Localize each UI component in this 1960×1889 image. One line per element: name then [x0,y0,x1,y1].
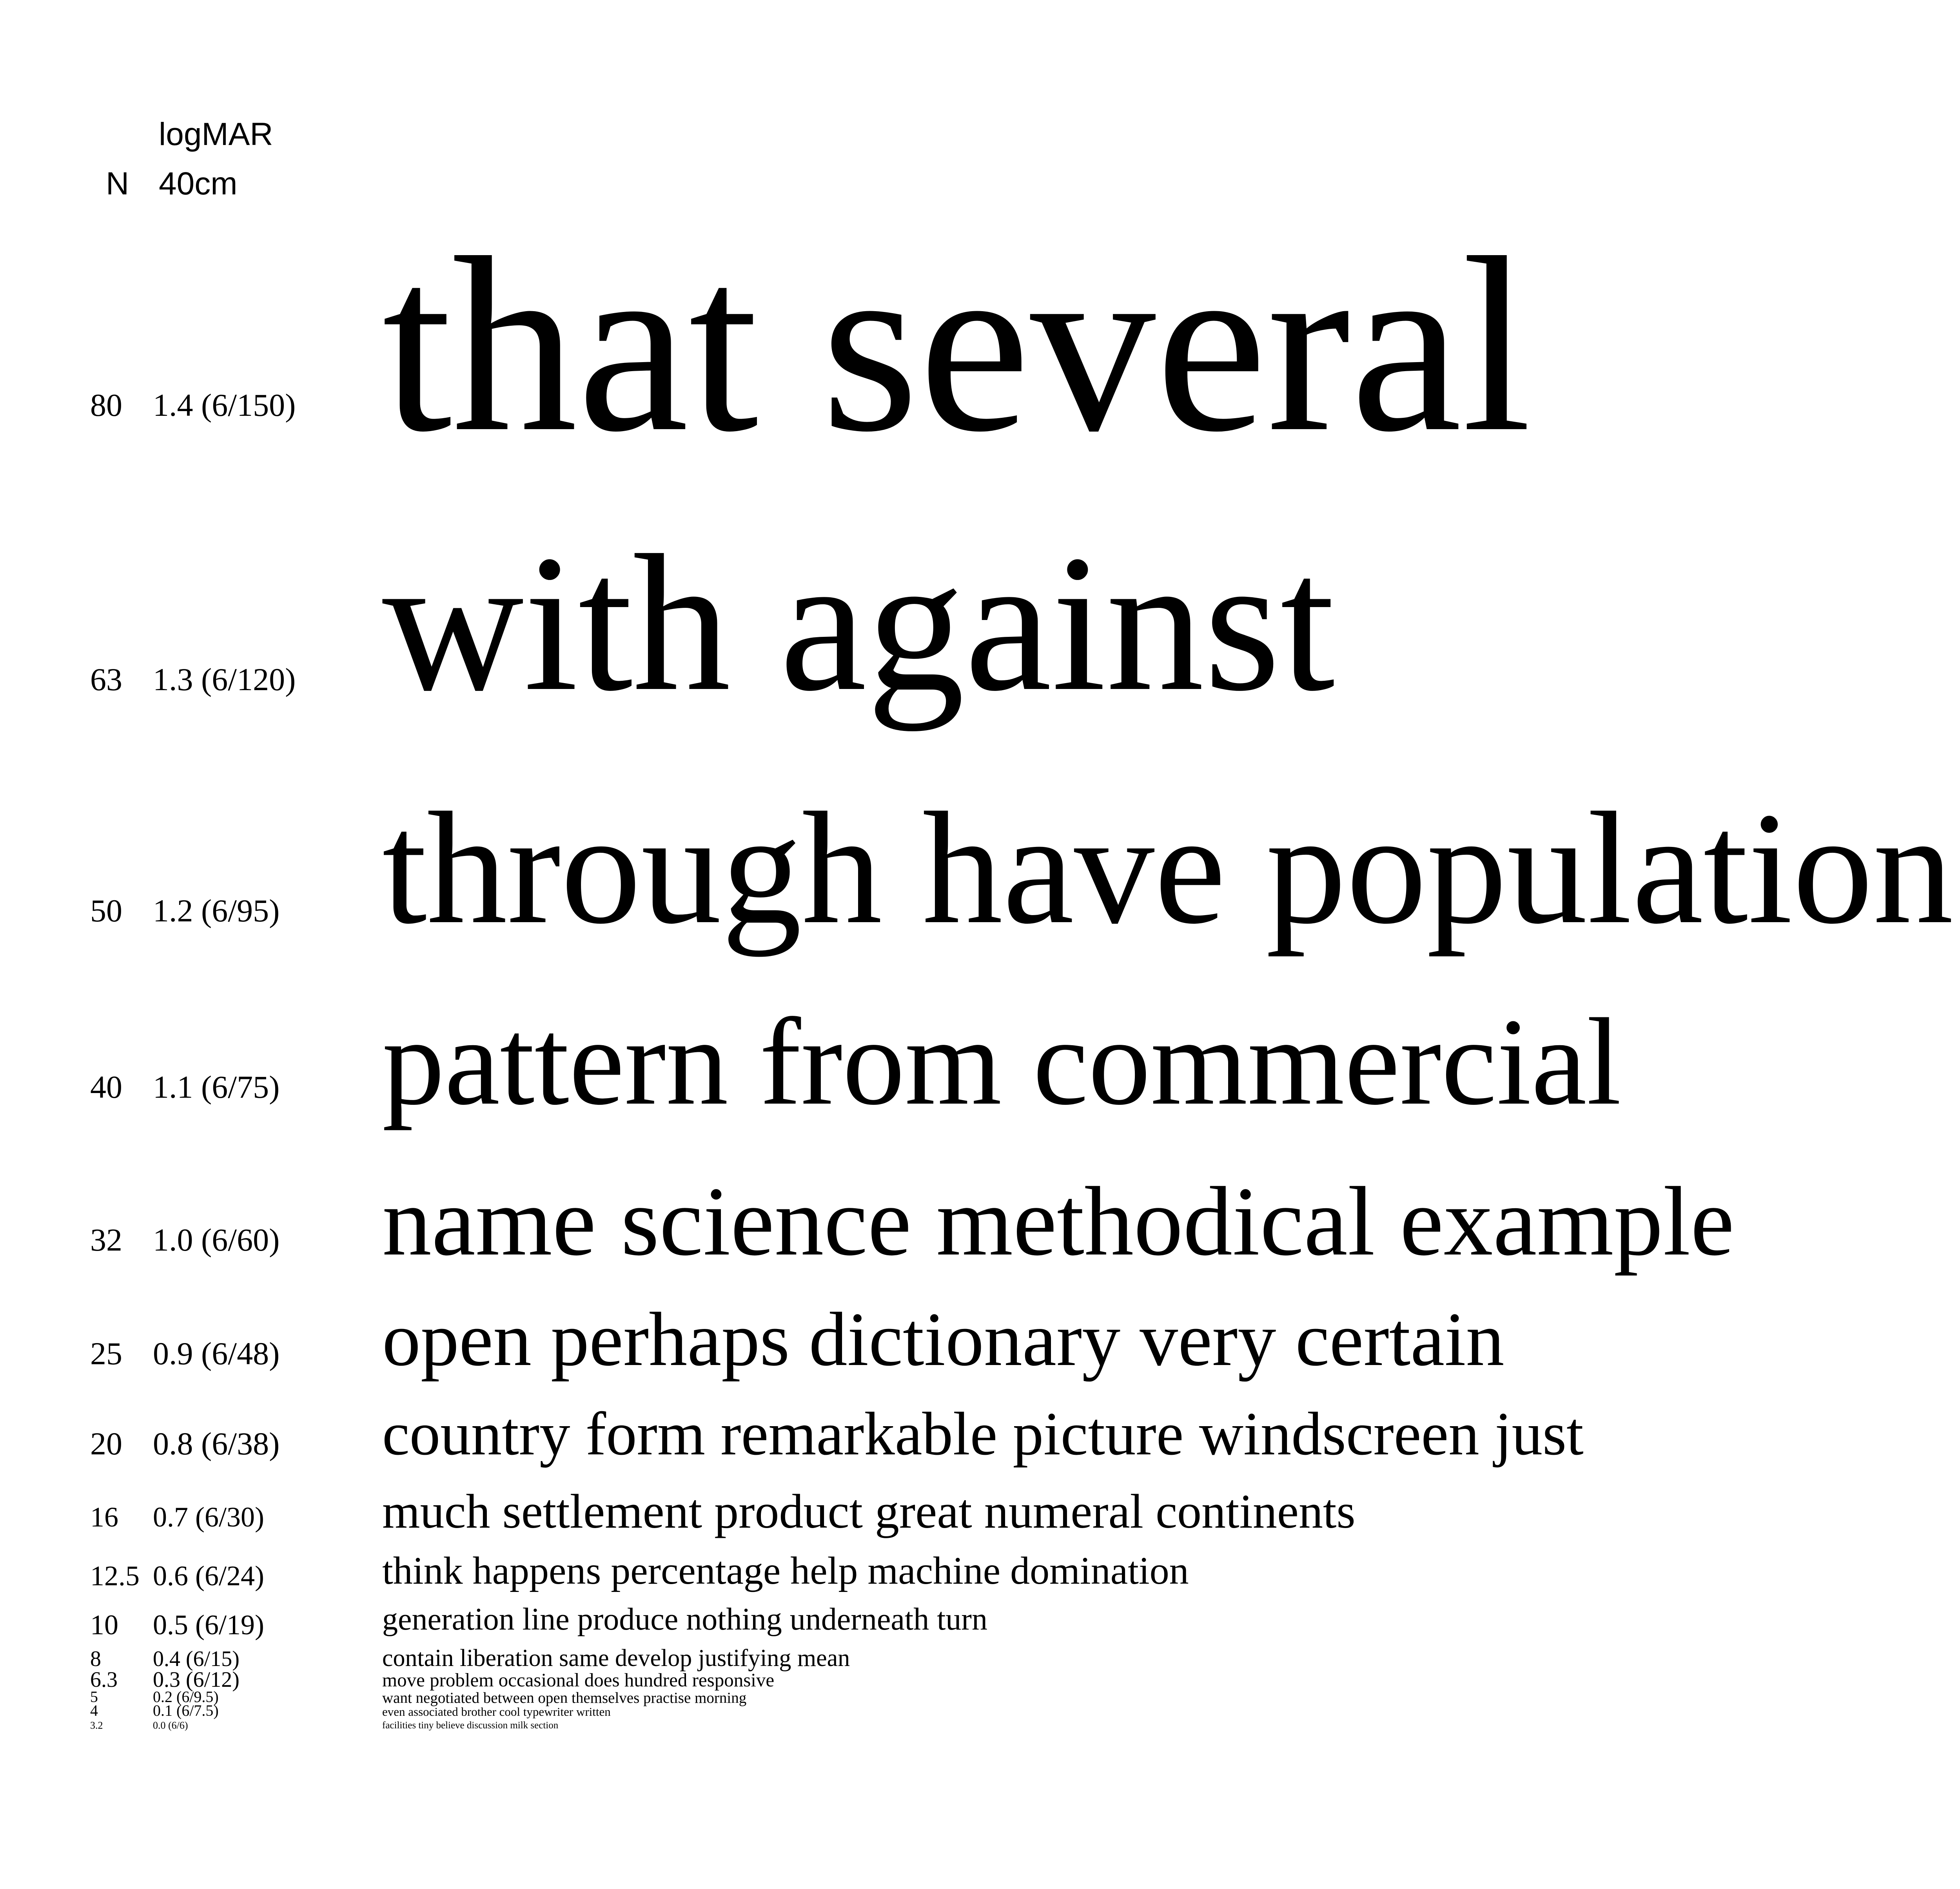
row-logmar-value: 0.9 (6/48) [153,1336,280,1371]
reading-line-11: contain liberation same develop justifying mean [382,1645,850,1671]
reading-line-5: name science methodical example [382,1166,1735,1276]
row-n-value: 6.3 [90,1668,118,1692]
header-logmar-label: logMAR [159,116,273,152]
row-n-value: 63 [90,662,122,697]
row-label [90,1648,240,1670]
row-label [90,1338,279,1370]
row-label [90,1071,279,1103]
row-n-value: 5 [90,1688,98,1706]
row-logmar-value: 1.1 (6/75) [153,1069,280,1105]
reading-line-8: much settlement product great numeral continents [382,1485,1356,1538]
row-n-value: 4 [90,1702,98,1719]
row-n-value: 40 [90,1069,122,1105]
row-logmar-value: 0.4 (6/15) [153,1647,240,1671]
row-logmar-value: 0.7 (6/30) [153,1501,264,1533]
row-n-value: 16 [90,1501,118,1533]
reading-line-12: move problem occasional does hundred responsive [382,1669,775,1691]
row-n-value: 80 [90,387,122,423]
row-n-value: 12.5 [90,1560,140,1592]
row-label [90,1503,264,1531]
row-logmar-value: 0.2 (6/9.5) [153,1688,219,1706]
row-label [90,1611,264,1639]
row-n-value: 8 [90,1647,101,1671]
reading-line-10: generation line produce nothing underneath turn [382,1602,987,1637]
row-label [90,1562,264,1590]
row-logmar-value: 0.8 (6/38) [153,1426,280,1461]
row-label [90,1669,240,1691]
row-logmar-value: 0.6 (6/24) [153,1560,264,1592]
row-label [90,664,296,696]
row-logmar-value: 0.0 (6/6) [153,1720,188,1731]
reading-line-2: with against [382,515,1335,732]
reading-line-13: want negotiated between open themselves practise morning [382,1690,747,1706]
reading-line-1: that several [382,206,1532,484]
row-logmar-value: 1.0 (6/60) [153,1222,280,1258]
row-n-value: 50 [90,893,122,928]
row-logmar-value: 1.2 (6/95) [153,893,280,928]
row-label [90,1703,219,1719]
reading-line-7: country form remarkable picture windscreen just [382,1400,1584,1468]
reading-line-6: open perhaps dictionary very certain [382,1297,1504,1382]
row-label [90,1428,279,1460]
row-n-value: 20 [90,1426,122,1461]
header-distance-label: 40cm [159,166,238,201]
row-n-value: 10 [90,1609,118,1641]
row-n-value: 32 [90,1222,122,1258]
row-logmar-value: 0.1 (6/7.5) [153,1702,219,1719]
row-label [90,1720,188,1731]
reading-line-14: even associated brother cool typewriter written [382,1705,611,1719]
row-label [90,389,296,421]
row-n-value: 25 [90,1336,122,1371]
row-logmar-value: 1.3 (6/120) [153,662,296,697]
reading-line-15: facilities tiny believe discussion milk section [382,1720,559,1731]
reading-line-9: think happens percentage help machine domination [382,1549,1189,1592]
row-label [90,1224,279,1256]
reading-line-4: pattern from commercial [382,993,1621,1131]
reading-line-3: through have population [382,779,1954,957]
row-logmar-value: 0.5 (6/19) [153,1609,264,1641]
header-n-label: N [106,166,129,201]
row-logmar-value: 1.4 (6/150) [153,387,296,423]
row-label [90,895,279,927]
row-n-value: 3.2 [90,1720,103,1731]
row-logmar-value: 0.3 (6/12) [153,1668,240,1692]
